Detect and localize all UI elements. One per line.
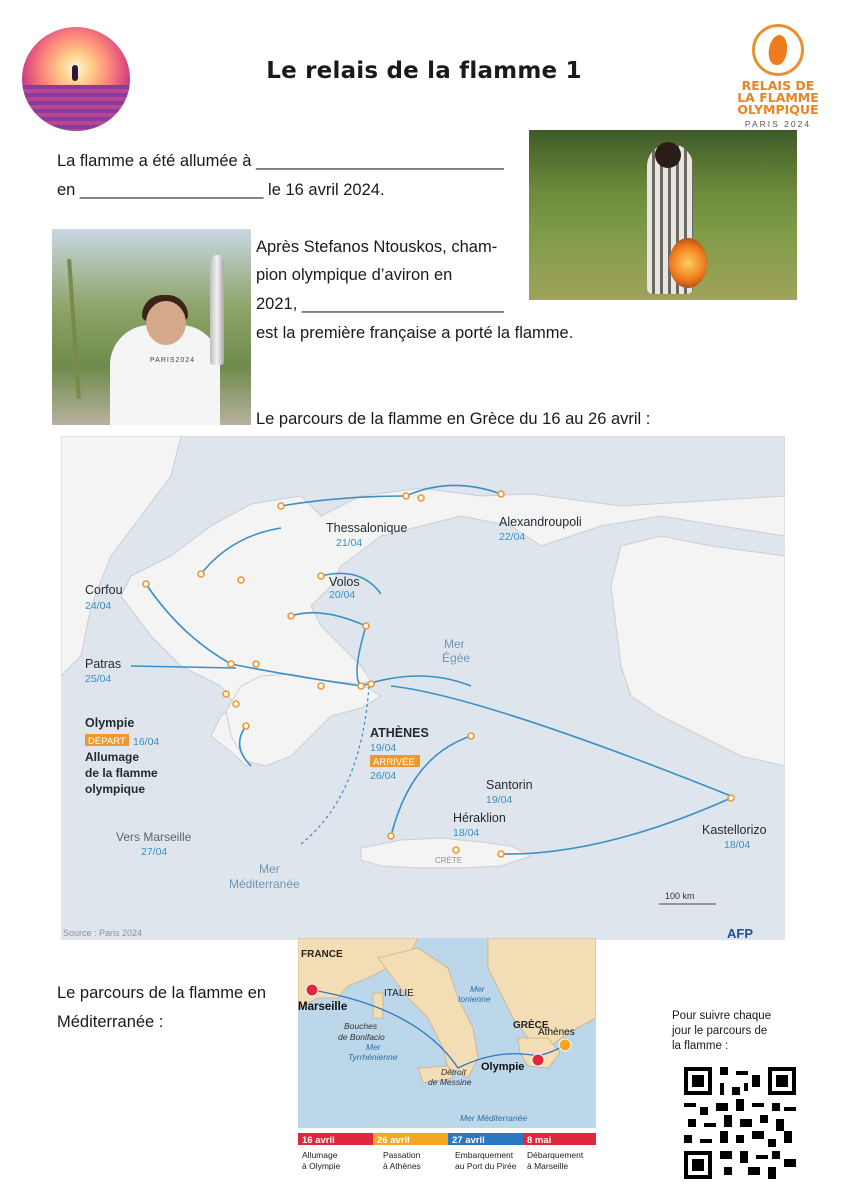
svg-text:Ionienne: Ionienne: [458, 994, 491, 1004]
stop-name: Alexandroupoli: [499, 515, 582, 529]
svg-text:Détroit: Détroit: [441, 1067, 467, 1077]
stop-date: 24/04: [85, 600, 112, 612]
depart-date: 16/04: [133, 736, 160, 748]
olympie-label: Olympie: [85, 716, 135, 730]
marseille-label: Marseille: [298, 1001, 348, 1013]
paragraph-line-1: Après Stefanos Ntouskos, cham-: [256, 238, 498, 256]
svg-text:ITALIE: ITALIE: [384, 988, 414, 999]
svg-text:de Messine: de Messine: [428, 1077, 472, 1087]
greece-route-heading: Le parcours de la flamme en Grèce du 16 au 26 avril :: [256, 410, 651, 428]
svg-text:FRANCE: FRANCE: [301, 949, 343, 960]
svg-text:Mer: Mer: [444, 637, 465, 651]
svg-text:à Marseille: à Marseille: [527, 1161, 569, 1171]
svg-text:olympique: olympique: [85, 782, 146, 796]
stop-name: Héraklion: [453, 811, 506, 825]
depart-badge: DÉPART: [88, 736, 126, 747]
svg-text:Allumage: Allumage: [85, 750, 140, 764]
svg-text:Mer: Mer: [259, 862, 280, 876]
svg-text:de Bonifacio: de Bonifacio: [338, 1032, 385, 1042]
question-date: en ____________________ le 16 avril 2024.: [57, 181, 385, 199]
stop-date: 20/04: [329, 589, 356, 601]
athenes-label: Athènes: [538, 1027, 575, 1038]
svg-text:Passation: Passation: [383, 1150, 421, 1160]
stop-date: 19/04: [370, 742, 397, 754]
med-heading-2: Méditerranée :: [57, 1013, 164, 1031]
svg-text:CRÈTE: CRÈTE: [435, 856, 463, 865]
svg-text:Tyrrhénienne: Tyrrhénienne: [348, 1052, 398, 1062]
stop-date: 22/04: [499, 531, 526, 543]
olympie-label: Olympie: [481, 1061, 525, 1073]
arrivee-badge: ARRIVÉE: [373, 757, 415, 768]
paris-2024-relay-logo: RELAIS DE LA FLAMME OLYMPIQUE PARIS 2024: [728, 20, 828, 136]
stop-name: Santorin: [486, 778, 533, 792]
stop-date: 18/04: [453, 827, 480, 839]
torchbearer-photo: PARIS2024: [52, 229, 251, 425]
qr-caption: Pour suivre chaque jour le parcours de la flamme :: [672, 1010, 772, 1052]
svg-text:à Athènes: à Athènes: [383, 1161, 421, 1171]
stop-date: 25/04: [85, 673, 112, 685]
stop-date: 27/04: [141, 846, 168, 858]
svg-text:Bouches: Bouches: [344, 1021, 378, 1031]
svg-text:Mer: Mer: [470, 984, 485, 994]
afp-logo: AFP: [727, 926, 753, 940]
svg-text:Égée: Égée: [442, 651, 471, 665]
page-title: Le relais de la flamme 1: [266, 58, 582, 84]
svg-text:27 avril: 27 avril: [452, 1135, 485, 1146]
svg-text:26 avril: 26 avril: [377, 1135, 410, 1146]
stop-name: Kastellorizo: [702, 823, 767, 837]
source-text: Source : Paris 2024: [63, 928, 143, 938]
med-heading-1: Le parcours de la flamme en: [57, 984, 267, 1002]
arrivee-date: 26/04: [370, 770, 397, 782]
stop-date: 21/04: [336, 537, 363, 549]
paragraph-line-2: pion olympique d’aviron en: [256, 266, 453, 284]
greece-relay-map: [61, 436, 785, 940]
svg-text:au Port du Pirée: au Port du Pirée: [455, 1161, 517, 1171]
stop-name: Patras: [85, 657, 122, 671]
flame-lighting-photo: [529, 130, 797, 300]
stop-name: Thessalonique: [326, 521, 408, 535]
question-flame-lit: La flamme a été allumée à ___________________________: [57, 152, 504, 170]
qr-code[interactable]: [684, 1067, 796, 1179]
stop-name: ATHÈNES: [370, 726, 429, 740]
paragraph-line-4: est la première française a porté la flamme.: [256, 324, 574, 342]
paragraph-line-3: 2021, ______________________: [256, 295, 504, 313]
flame-icon: [767, 34, 789, 66]
stop-name: Vers Marseille: [116, 830, 192, 844]
scale-bar: 100 km: [665, 891, 695, 901]
svg-text:GRÈCE: GRÈCE: [513, 1020, 549, 1031]
timeline: [298, 1133, 596, 1171]
stop-date: 18/04: [724, 839, 751, 851]
svg-text:8 mai: 8 mai: [527, 1135, 552, 1146]
stop-name: Corfou: [85, 583, 123, 597]
svg-text:16 avril: 16 avril: [302, 1135, 335, 1146]
svg-text:Allumage: Allumage: [302, 1150, 338, 1160]
svg-text:Mer Méditerranée: Mer Méditerranée: [460, 1113, 528, 1123]
mediterranean-route-map: [298, 938, 596, 1178]
svg-text:à Olympie: à Olympie: [302, 1161, 341, 1171]
svg-text:de la flamme: de la flamme: [85, 766, 158, 780]
svg-text:Débarquement: Débarquement: [527, 1150, 584, 1160]
stop-date: 19/04: [486, 794, 513, 806]
stop-name: Volos: [329, 575, 360, 589]
svg-text:Embarquement: Embarquement: [455, 1150, 514, 1160]
svg-text:Mer: Mer: [366, 1042, 381, 1052]
svg-text:Méditerranée: Méditerranée: [229, 877, 300, 891]
